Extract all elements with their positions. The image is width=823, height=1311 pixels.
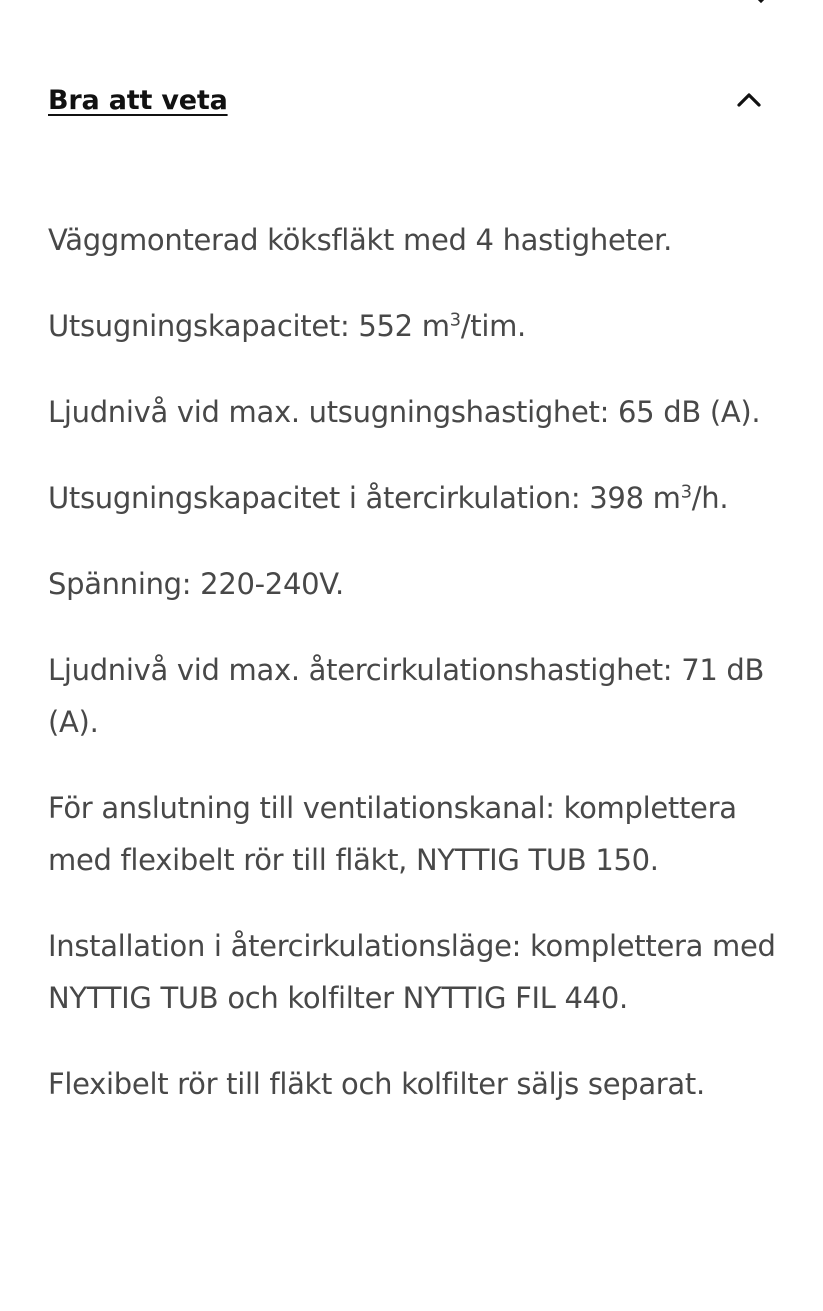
info-paragraph-noise-recirculation: Ljudnivå vid max. återcirkulationshastighet: 71 dB (A). (48, 653, 765, 739)
info-paragraph-voltage: Spänning: 220-240V. (48, 567, 344, 601)
info-paragraph-speeds: Väggmonterad köksfläkt med 4 hastigheter. (48, 223, 673, 257)
accordion-content (48, 214, 778, 1144)
accordion-header-bra-att-veta[interactable] (48, 76, 773, 124)
info-paragraph-noise-extraction: Ljudnivå vid max. utsugningshastighet: 65 dB (A). (48, 395, 761, 429)
info-paragraph-sold-separately: Flexibelt rör till fläkt och kolfilter säljs separat. (48, 1067, 705, 1101)
accordion-title[interactable]: Bra att veta (48, 84, 228, 116)
info-paragraph-recirculation-install: Installation i återcirkulationsläge: komplettera med NYTTIG TUB och kolfilter NYTTIG FIL 440. (48, 929, 776, 1015)
info-paragraph-extraction-capacity: Utsugningskapacitet: 552 $m^3$/tim. (48, 309, 526, 343)
close-icon[interactable] (744, 0, 778, 10)
info-paragraph-duct-connection: För anslutning till ventilationskanal: komplettera med flexibelt rör till fläkt, NYTTIG TUB 150. (48, 791, 737, 877)
chevron-up-icon[interactable] (733, 84, 765, 116)
info-paragraph-recirculation-capacity: Utsugningskapacitet i återcirkulation: 398 $m^3/h$. (48, 481, 729, 515)
